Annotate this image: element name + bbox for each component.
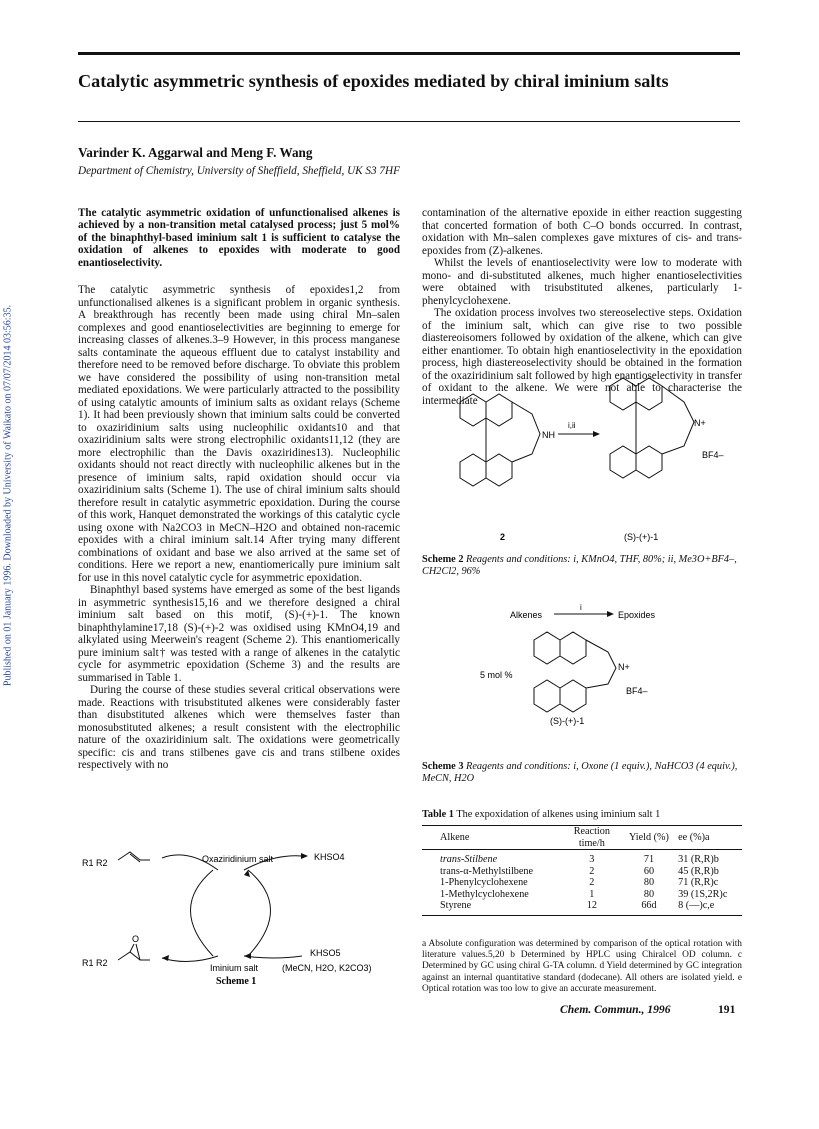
body-left [78,284,400,772]
scheme-2-caption-text: Reagents and conditions: i, KMnO4, THF, 80%; ii, Me3O+BF4–, CH2Cl2, 96% [422,554,737,577]
paragraph-mechanism: The oxidation process involves two stereoselective steps. Oxidation of the iminium salt, which can give rise to two possible diastereoisomers followed by oxidation of the alkene, which can give either enantiomer. To obtain high enantioselectivity in the epoxidation process, high diastereoselectivity should be obtained in the formation of the oxaziridinium salt followed by high enantioselectivity in transfer of oxidant to the alkene. We were not able to characterise the intermediate [422,307,742,407]
paragraph-binaphthyl: Binaphthyl based systems have emerged as some of the best ligands in asymmetric synthesis15,16 and we therefore designed a chiral iminium salt based on this motif, (S)-(+)-1. The known binaphthylamine17,18 (S)-(+)-2 was oxidised using KMnO4,19 and alkylated using Meerwein's reagent (Scheme 2). This enantiomerically pure iminium salt† was tested with a range of alkenes in the catalytic cycle for asymmetric epoxidation (Scheme 3) and the results are summarised in Table 1. [78,584,400,684]
scheme-1-diagram [78,848,400,988]
alkene-structure [118,852,150,860]
scheme-1-conditions: (MeCN, H2O, K2CO3) [282,963,372,973]
epoxide-r-groups: R1 R2 [82,958,108,968]
epoxide-oxygen: O [132,934,140,944]
paragraph-enantioselectivity: Whilst the levels of enantioselectivity were low to moderate with mono- and di-substituted alkenes, much higher enantioselectivities were obtained with trisubstituted alkenes, particularly 1-phenylcyclohexene. [422,257,742,307]
epoxides-label: Epoxides [618,610,656,620]
epoxide-structure [118,952,150,960]
table-1-title [422,809,742,820]
cell-time: 12 [586,900,597,911]
cell-time: 2 [589,877,595,888]
oxaziridinium-salt-label: Oxaziridinium salt [202,854,274,864]
khso4-label: KHSO4 [314,852,345,862]
mol-percent-label: 5 mol % [480,670,513,680]
cell-yield: 80 [643,888,655,900]
cell-alkene: 1-Methylcyclohexene [440,888,529,900]
cell-yield: 66d [641,900,657,911]
abstract: The catalytic asymmetric oxidation of unfunctionalised alkenes is achieved by a non-transition metal catalysed process; just 5 mol% of the binaphthyl-based iminium salt 1 is sufficient to catalyse the oxidation of alkenes to epoxides with moderate to good enantioselectivity. [78,207,400,269]
scheme-3-bf4: BF4– [626,686,648,696]
download-note: Published on 01 January 1996. Downloaded by University of Waikato on 07/07/2014 03:56:35. [2,304,14,687]
arrowhead-khso5 [244,953,251,959]
cell-yield: 80 [643,877,655,888]
epoxide-out-arc [162,956,218,962]
arrowhead-epoxide [162,955,169,961]
paragraph-contamination: contamination of the alternative epoxide in either reaction suggesting that concerted formation of both C–O bonds occurred. In contrast, oxidation with Mn–salen complexes gave mixtures of cis- and trans-epoxides from (Z)-alkenes. [422,207,742,257]
nh-label: NH [542,430,555,440]
scheme-3-caption-text: Reagents and conditions: i, Oxone (1 equiv.), NaHCO3 (4 equiv.), MeCN, H2O [422,761,738,784]
cell-alkene: 1-Phenylcyclohexene [440,877,528,888]
scheme-2-caption-label: Scheme 2 [422,554,464,565]
table-header-row [422,826,742,850]
header-alkene: Alkene [440,831,470,843]
naphthyl-ring [460,394,486,426]
cell-alkene: Styrene [440,900,472,911]
table-row [422,850,742,866]
khso5-in-arc [244,956,302,958]
article-title: Catalytic asymmetric synthesis of epoxides mediated by chiral iminium salts [78,71,669,91]
compound-2-label: 2 [500,532,506,542]
table-row [422,889,742,901]
table-1-label: Table 1 [422,809,454,820]
scheme-3-n-plus: N+ [618,662,630,672]
n-plus-label: N+ [694,418,706,428]
cell-time: 3 [589,854,595,865]
table-1-footnotes: a Absolute configuration was determined by comparison of the optical rotation with literature values.5,20 b Determined by HPLC using Chiralcel OD column. c Determined by GC using chiral G-TA column. d Yield determined by GC integration against an internal quantitative standard (dodecane). All others are isolated yield. e Optical rotation was too low to give an accurate measurement. [422,939,742,994]
scheme-3-caption [422,761,742,785]
alkene-r-groups: R1 R2 [82,858,108,868]
paragraph-observations: During the course of these studies several critical observations were made. Reactions with trisubstituted alkenes were considerably faster than disubstituted alkenes which were themselves faster than monosubstituted alkenes; a result consistent with the electrophilic nature of the oxaziridinium salt. The oxidations were geometrically specific: cis and trans stilbenes gave cis and trans stilbene oxides respectively with no [78,684,400,771]
scheme-2-diagram [440,362,740,550]
header-yield: Yield (%) [629,831,669,843]
cell-ee: 39 (1S,2R)c [678,888,728,900]
table-row [422,900,742,915]
cell-time: 2 [589,865,595,877]
cell-alkene: trans-Stilbene [440,854,498,865]
header-time: Reaction time/h [573,826,610,849]
scheme-3-caption-label: Scheme 3 [422,761,464,772]
paragraph-intro: The catalytic asymmetric synthesis of epoxides1,2 from unfunctionalised alkenes is a significant problem in organic synthesis. A breakthrough has recently been made using chiral Mn–salen complexes and good enantioselectivities are beginning to emerge for increasing classes of alkenes.3–9 However, in this process manganese salts contaminate the aqueous effluent due to catalyst instability and therefore need to be removed before discharge. To obviate this problem we have considered the possibility of using non-transition metal mediated epoxidations. We were particularly attracted to the possibility of using catalytic amounts of iminium salts as oxidant relays (Scheme 1). It had been previously shown that iminium salts could be converted to oxaziridinium salts using nucleophilic oxidants10 and that oxaziridinium salts were strong electrophilic oxidants11,12 (they are more electrophilic than the Davis oxaziridines13). Nucleophilic oxidants should not react directly with nucleophilic alkenes but in the presence of iminium salts, rapid oxidation should occur via oxaziridinium salts (Scheme 1). The use of chiral iminium salts should therefore result in catalytic asymmetric epoxidation. During the course of this work, Hanquet demonstrated the workings of this catalytic cycle using oxone with Na2CO3 in MeCN–H2O and obtained non-racemic epoxides with a chiral iminium salt.14 After trying many different combinations of oxidant and base we also arrived at the same set of conditions. Here we report a new, enantiomerically pure iminium salt for use in this novel catalytic cycle for asymmetric epoxidation. [78,284,400,584]
alkenes-label: Alkenes [510,610,543,620]
cell-ee: 31 (R,R)b [678,854,719,865]
affiliation: Department of Chemistry, University of Sheffield, Sheffield, UK S3 7HF [78,165,400,177]
header-ee: ee (%)a [678,831,710,843]
scheme-1-label: Scheme 1 [216,976,257,987]
cell-ee: 8 (—)c,e [678,900,715,911]
top-rule [78,52,740,55]
authors: Varinder K. Aggarwal and Meng F. Wang [78,145,313,160]
cell-yield: 60 [643,865,655,877]
compound-1-label: (S)-(+)-1 [624,532,659,542]
arrowhead-khso4 [301,853,308,859]
cell-ee: 71 (R,R)c [678,877,719,888]
cell-time: 1 [589,888,595,900]
table-row [422,866,742,878]
table-1-title-text: The expoxidation of alkenes using iminium salt 1 [456,809,661,820]
bf4-label: BF4– [702,450,724,460]
cycle-arc-left [191,870,214,956]
scheme-3-diagram [470,600,710,730]
title-rule [78,121,740,122]
scheme-3-catalyst-label: (S)-(+)-1 [550,716,585,726]
reagents-label: i,ii [568,421,576,430]
cell-ee: 45 (R,R)b [678,865,719,877]
cell-yield: 71 [643,854,655,865]
download-watermark [0,0,18,1129]
scheme-2-caption [422,554,742,578]
khso5-label: KHSO5 [310,948,341,958]
table-row [422,877,742,889]
journal-citation: Chem. Commun., 1996 [560,1003,671,1016]
table-1 [422,825,742,916]
arrowhead-scheme-3 [607,611,614,617]
iminium-salt-label: Iminium salt [210,963,259,973]
page-number: 191 [718,1003,736,1016]
cell-alkene: trans-α-Methylstilbene [440,865,534,877]
cycle-arc-right [248,870,271,956]
arrowhead-scheme-2 [593,431,600,437]
step-label: i [580,603,582,612]
